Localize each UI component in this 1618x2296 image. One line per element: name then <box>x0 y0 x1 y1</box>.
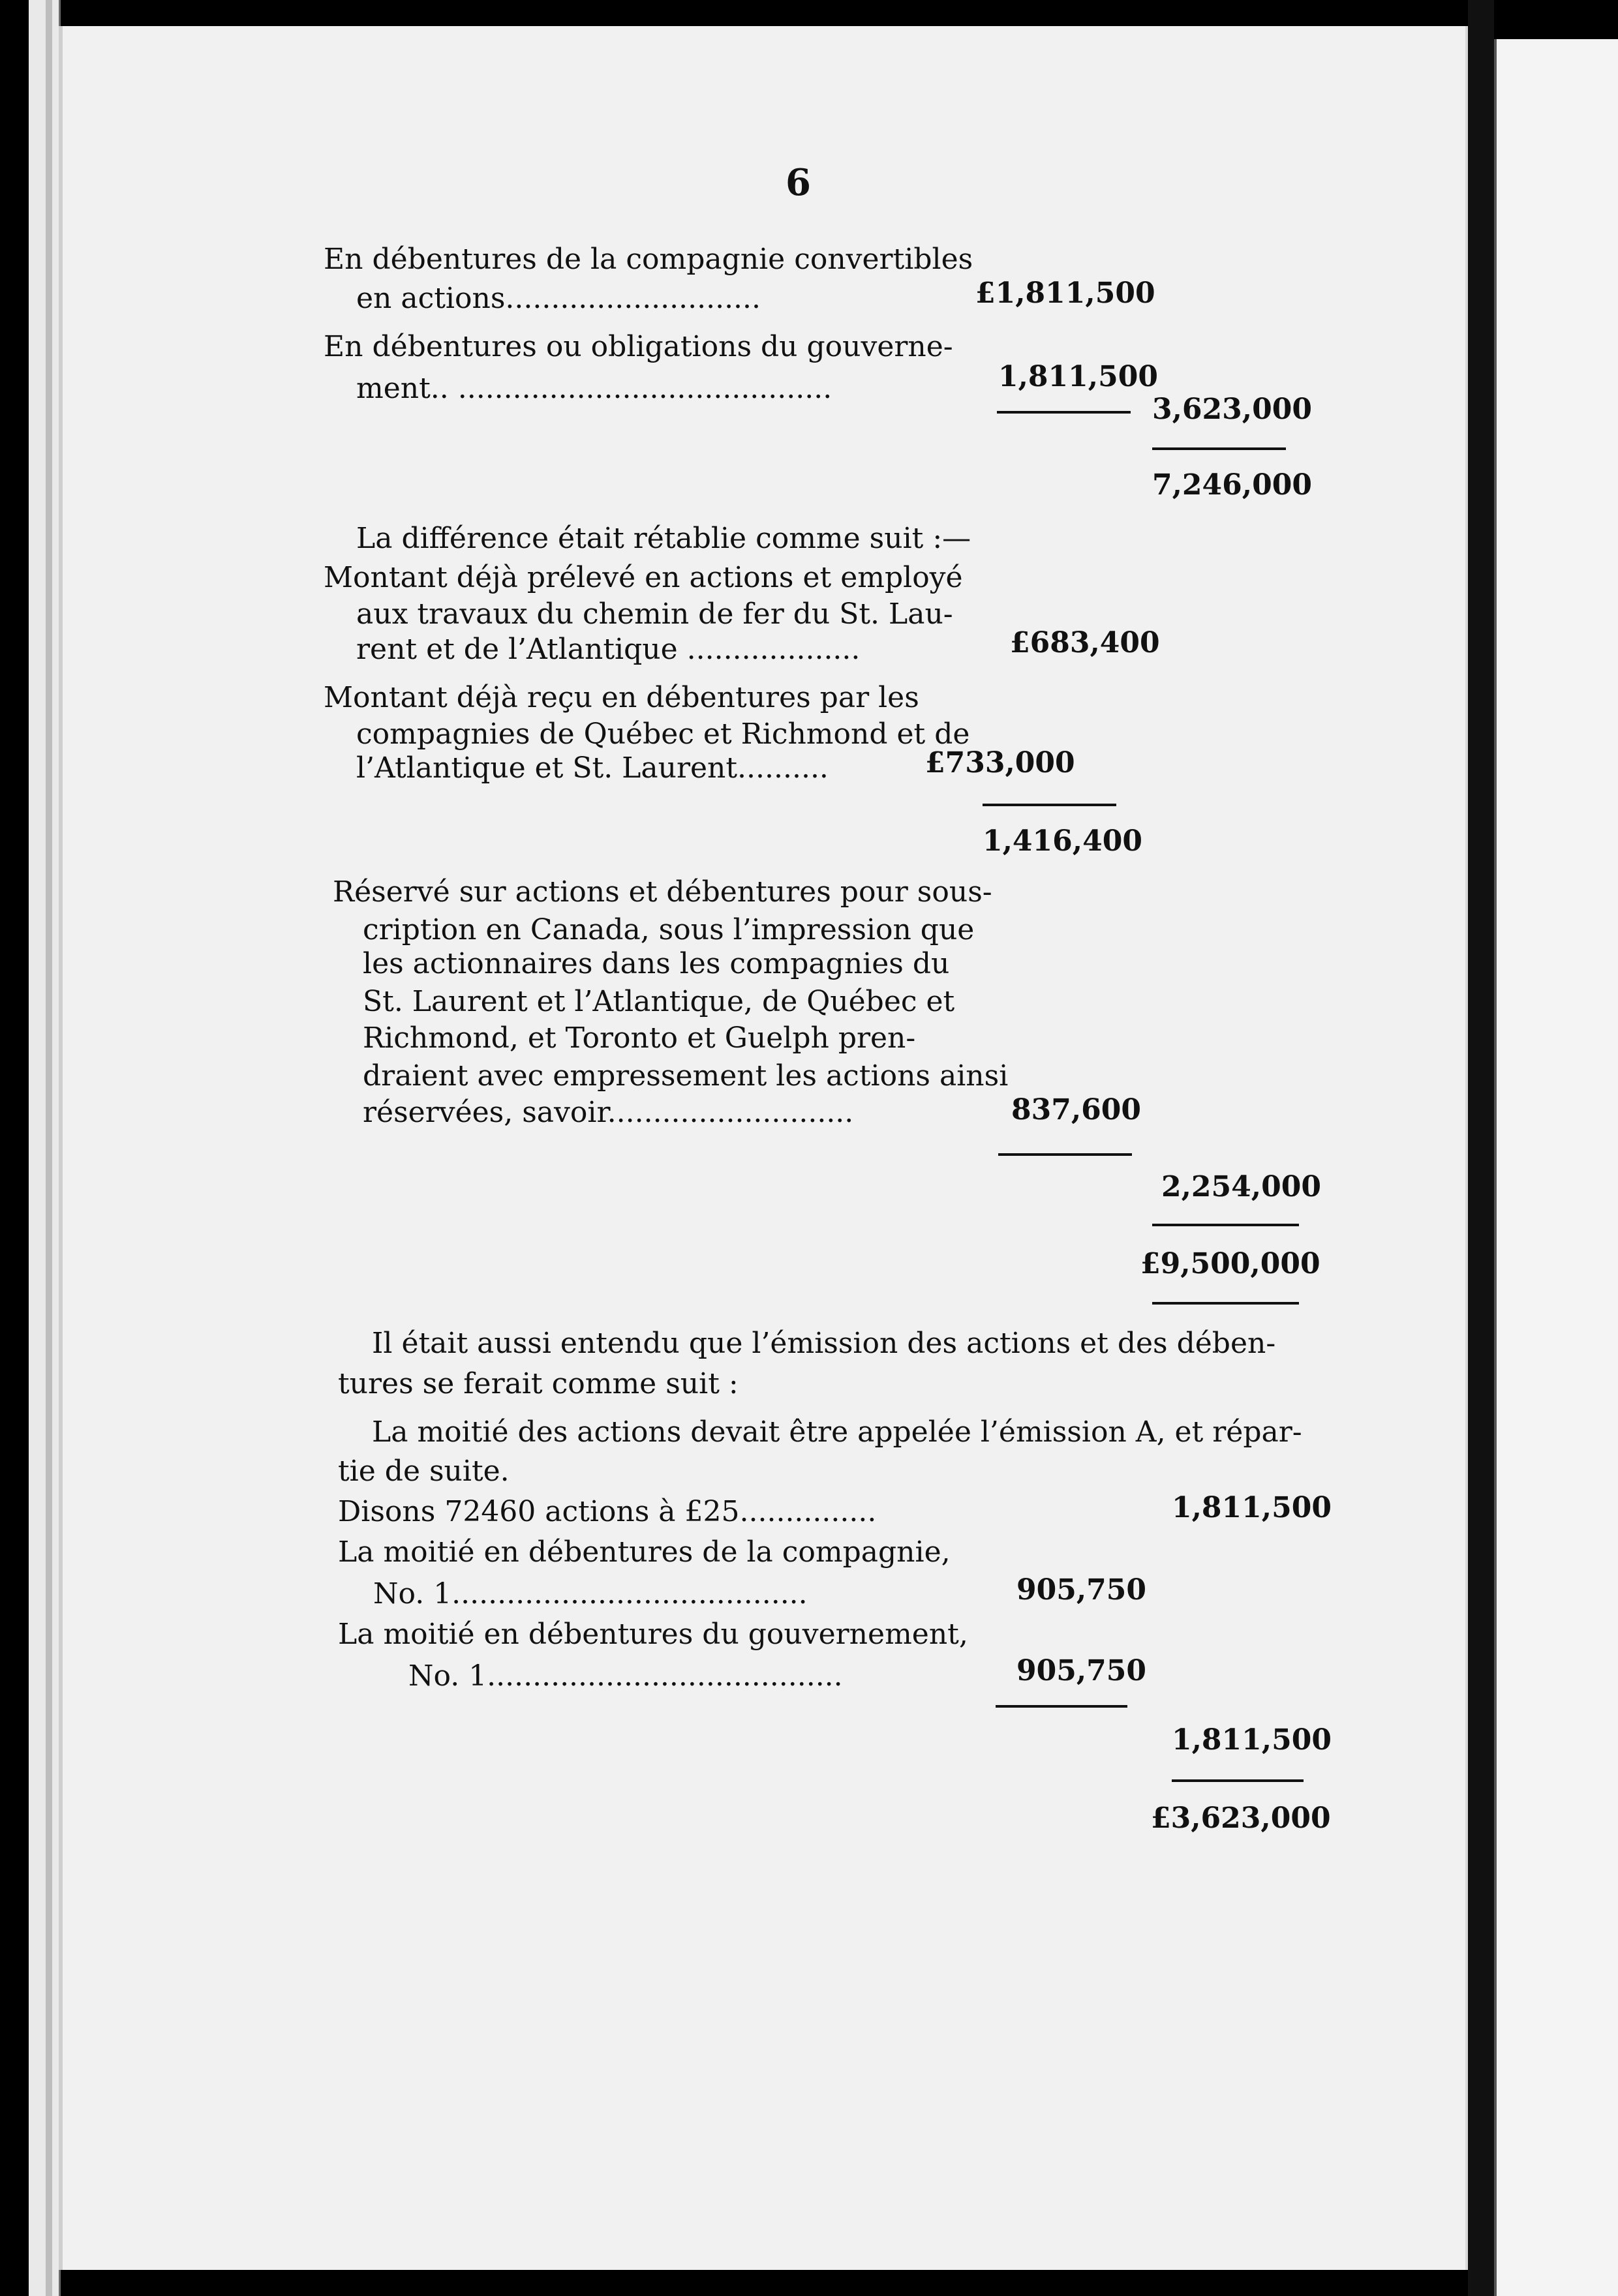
amount: 1,811,500 <box>1172 1723 1332 1757</box>
text-line: tie de suite. <box>338 1455 510 1488</box>
amount: 7,246,000 <box>1152 468 1312 502</box>
text-line: Richmond, et Toronto et Guelph pren- <box>363 1021 916 1055</box>
amount: 1,811,500 <box>998 360 1158 393</box>
amount: 905,750 <box>1016 1573 1147 1607</box>
text-line: draient avec empressement les actions ainsi <box>363 1059 1009 1093</box>
amount: £9,500,000 <box>1140 1247 1320 1280</box>
text-line: les actionnaires dans les compagnies du <box>363 947 950 980</box>
sum-rule <box>1152 1302 1299 1305</box>
text-line: La moitié en débentures du gouvernement, <box>338 1618 968 1651</box>
text-line: No. 1....................................... <box>373 1577 808 1610</box>
text-line: Montant déjà prélevé en actions et employé <box>324 561 963 594</box>
text-line: Réservé sur actions et débentures pour sous- <box>333 875 992 909</box>
amount: 905,750 <box>1016 1654 1147 1687</box>
page-number: 6 <box>786 161 811 204</box>
adjacent-page-edge <box>1494 39 1618 2296</box>
left-binding-shadow <box>46 0 52 2296</box>
sum-rule <box>997 411 1131 414</box>
text-line: aux travaux du chemin de fer du St. Lau- <box>356 597 953 631</box>
amount: 1,811,500 <box>1172 1491 1332 1524</box>
text-line: l’Atlantique et St. Laurent.......... <box>356 751 829 785</box>
sum-rule <box>1172 1779 1304 1782</box>
text-line: No. 1....................................... <box>408 1659 843 1693</box>
text-line: La moitié en débentures de la compagnie, <box>338 1535 951 1569</box>
text-line: rent et de l’Atlantique ................... <box>356 633 861 666</box>
amount: 2,254,000 <box>1161 1170 1321 1203</box>
text-line: La moitié des actions devait être appelée l’émission A, et répar- <box>372 1415 1302 1449</box>
sum-rule <box>998 1153 1132 1156</box>
gutter-shadow <box>1468 0 1494 2296</box>
text-line: en actions............................ <box>356 282 761 315</box>
amount: £683,400 <box>1010 626 1160 659</box>
text-line: St. Laurent et l’Atlantique, de Québec et <box>363 985 955 1018</box>
text-line: Montant déjà reçu en débentures par les <box>324 681 919 714</box>
text-line: compagnies de Québec et Richmond et de <box>356 718 970 751</box>
text-line: En débentures de la compagnie convertibles <box>324 243 973 276</box>
text-line: En débentures ou obligations du gouverne- <box>324 330 953 363</box>
amount: £733,000 <box>925 746 1075 779</box>
amount: £1,811,500 <box>975 277 1155 310</box>
text-line: tures se ferait comme suit : <box>338 1367 739 1400</box>
amount: 837,600 <box>1011 1093 1142 1126</box>
sum-rule <box>996 1705 1127 1708</box>
text-line: ment.. ......................................... <box>356 372 832 405</box>
amount: 3,623,000 <box>1152 393 1312 426</box>
text-line: Il était aussi entendu que l’émission des actions et des dében- <box>372 1327 1276 1360</box>
text-line: réservées, savoir........................... <box>363 1096 854 1129</box>
left-binding-edge <box>29 0 61 2296</box>
sum-rule <box>983 804 1116 806</box>
amount: £3,623,000 <box>1151 1802 1331 1835</box>
sum-rule <box>1152 1224 1299 1226</box>
text-line: cription en Canada, sous l’impression que <box>363 913 975 946</box>
text-line: La différence était rétablie comme suit :— <box>356 522 971 555</box>
text-line: Disons 72460 actions à £25............... <box>338 1495 877 1528</box>
amount: 1,416,400 <box>983 824 1142 858</box>
sum-rule <box>1152 447 1286 450</box>
